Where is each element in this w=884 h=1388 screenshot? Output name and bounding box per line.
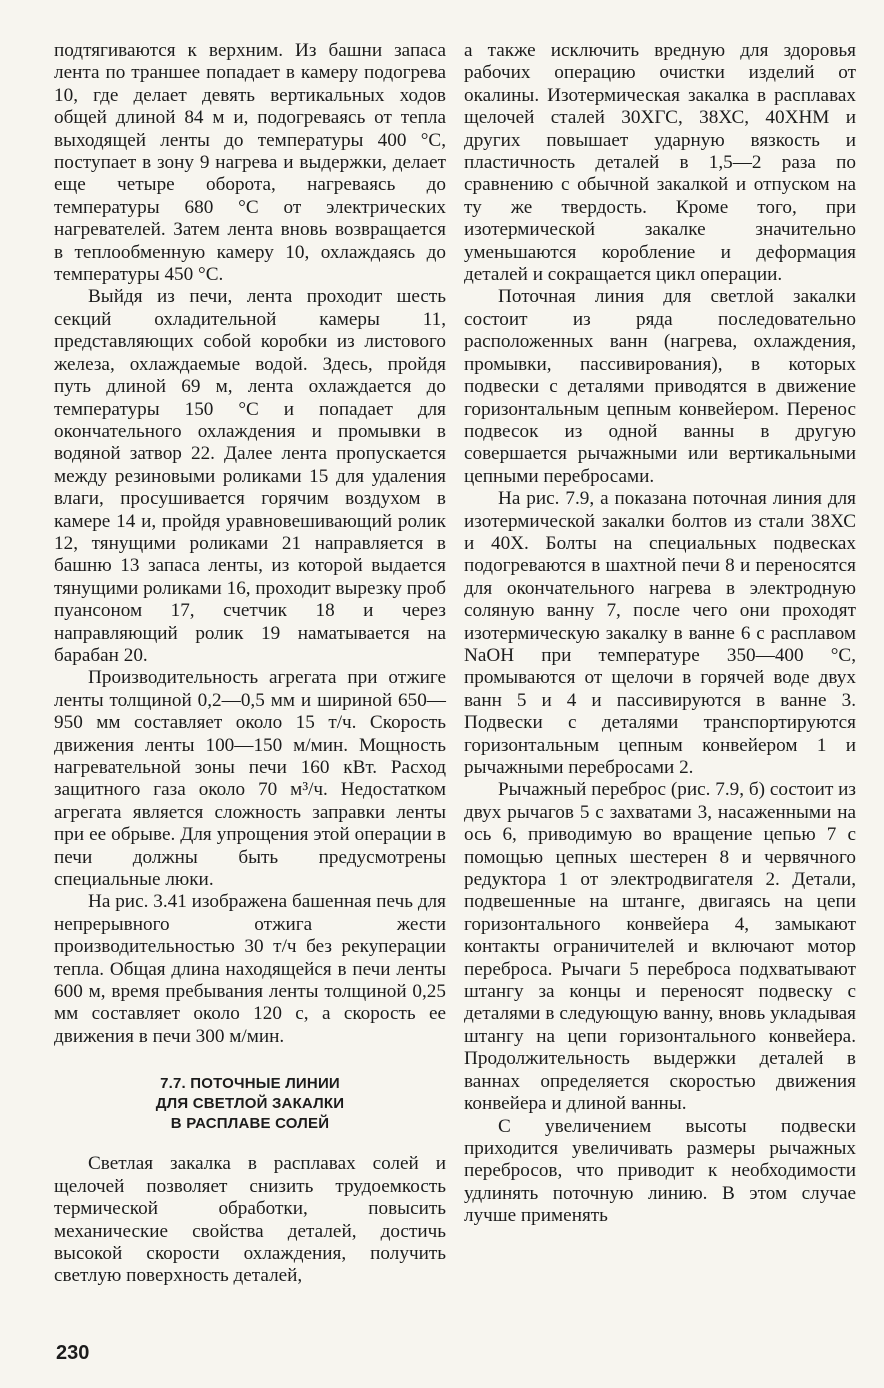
section-heading-line: ДЛЯ СВЕТЛОЙ ЗАКАЛКИ	[155, 1095, 345, 1113]
paragraph: Поточная линия для светлой закалки состоит из ряда последовательно расположенных ванн (нагрева, охлаждения, промывки, пассивирования), в которых подвески с деталями приводятся в движение горизонтальным цепным конвейером. Перенос подвесок из одной ванны в другую совершается рычажными или вертикальными цепными перебросами.	[464, 286, 856, 487]
paragraph: подтягиваются к верхним. Из башни запаса лента по траншее попадает в камеру подогрева 10, где делает девять вертикальных ходов общей длиной 84 м и, подогреваясь от тепла выходящей ленты до температуры 400 °С, поступает в зону 9 нагрева и выдержки, делает еще четыре оборота, нагреваясь до температуры 680 °С от электрических нагревателей. Затем лента вновь возвращается в теплообменную камеру 10, охлаждаясь до температуры 450 °С.	[54, 40, 446, 286]
left-column	[54, 40, 446, 1288]
paragraph: Рычажный переброс (рис. 7.9, б) состоит из двух рычагов 5 с захватами 3, насаженными на ось 6, приводимую во вращение цепью 7 с помощью цепных шестерен 8 и червячного редуктора 1 от электродвигателя 2. Детали, подвешенные на штанге, двигаясь на цепи горизонтального конвейера 4, замыкают контакты ограничителей и включают мотор переброса. Рычаги 5 переброса подхватывают штангу за концы и переносят подвеску с деталями в следующую ванну, вновь укладывая штангу на цепи горизонтального конвейера. Продолжительность выдержки деталей в ваннах определяется скоростью движения конвейера и длиной ванны.	[464, 779, 856, 1115]
section-heading-line: 7.7. ПОТОЧНЫЕ ЛИНИИ	[160, 1075, 340, 1093]
page-number: 230	[56, 1342, 90, 1364]
paragraph: а также исключить вредную для здоровья рабочих операцию очистки изделий от окалины. Изотермическая закалка в расплавах щелочей сталей 30ХГС, 38ХС, 40ХНМ и других повышает ударную вязкость и пластичность деталей в 1,5—2 раза по сравнению с обычной закалкой и отпуском на ту же твердость. Кроме того, при изотермической закалке значительно уменьшаются коробление и деформация деталей и сокращается цикл операции.	[464, 40, 856, 286]
right-column	[464, 40, 856, 1228]
paragraph: Производительность агрегата при отжиге ленты толщиной 0,2—0,5 мм и шириной 650—950 мм составляет около 15 т/ч. Скорость движения ленты 100—150 м/мин. Мощность нагревательной зоны печи 160 кВт. Расход защитного газа около 70 м³/ч. Недостатком агрегата является сложность заправки ленты при ее обрыве. Для упрощения этой операции в печи должны быть предусмотрены специальные люки.	[54, 667, 446, 891]
paragraph: Светлая закалка в расплавах солей и щелочей позволяет снизить трудоемкость термической обработки, повысить механические свойства деталей, достичь высокой скорости охлаждения, получить светлую поверхность деталей,	[54, 1153, 446, 1287]
paragraph: С увеличением высоты подвески приходится увеличивать размеры рычажных перебросов, что приводит к необходимости удлинять поточную линию. В этом случае лучше применять	[464, 1115, 856, 1227]
paragraph: Выйдя из печи, лента проходит шесть секций охладительной камеры 11, представляющих собой коробки из листового железа, охлаждаемые водой. Здесь, пройдя путь длиной 69 м, лента охлаждается до температуры 150 °С и попадает для окончательного охлаждения и промывки в водяной затвор 22. Далее лента пропускается между резиновыми роликами 15 для удаления влаги, просушивается горячим воздухом в камере 14 и, пройдя уравновешивающий ролик 12, тянущими роликами 21 направляется в башню 13 запаса ленты, из которой выдается тянущими роликами 16, проходит вырезку проб пуансоном 17, счетчик 18 и через направляющий ролик 19 наматывается на барабан 20.	[54, 286, 447, 666]
section-heading	[54, 1074, 446, 1134]
paragraph: На рис. 3.41 изображена башенная печь для непрерывного отжига жести производительностью 30 т/ч без рекуперации тепла. Общая длина находящейся в печи ленты 600 м, время пребывания ленты толщиной 0,25 мм составляет около 120 с, а скорость ее движения в печи 300 м/мин.	[54, 891, 446, 1047]
section-heading-line: В РАСПЛАВЕ СОЛЕЙ	[170, 1115, 330, 1133]
paragraph: На рис. 7.9, а показана поточная линия для изотермической закалки болтов из стали 38ХС и 40Х. Болты на специальных подвесках подогреваются в шахтной печи 8 и переносятся для окончательного нагрева в электродную соляную ванну 7, после чего они проходят изотермическую закалку в ванне 6 с расплавом NaOH при температуре 350—400 °С, промываются от щелочи в горячей воде двух ванн 5 и 4 и пассивируются в ванне 3. Подвески с деталями транспортируются горизонтальным цепным конвейером 1 и рычажными перебросами 2.	[464, 488, 856, 778]
